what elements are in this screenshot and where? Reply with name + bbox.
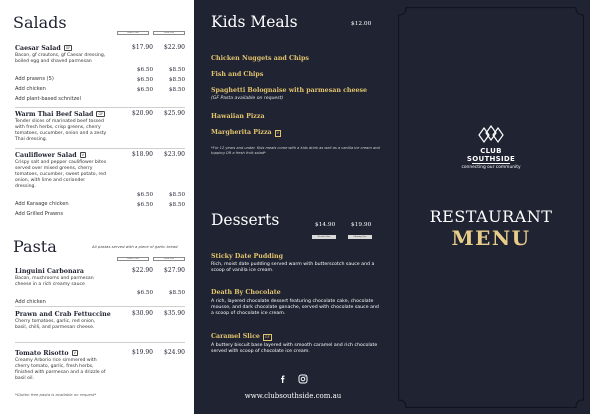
menu-item-prawn-and-crab-fettuccine — [15, 309, 185, 331]
dietary-badge: GF — [98, 111, 104, 116]
addon-price-entree: $6.50 — [136, 67, 153, 73]
column-header-entree: Entrée Size — [117, 257, 149, 261]
brand-tagline: connecting our community — [461, 165, 521, 170]
dessert-price-sharing: $19.90 — [351, 222, 372, 228]
menu-item-warm-thai-beef-salad — [15, 109, 185, 143]
dietary-badge: GF — [264, 335, 270, 339]
item-name: Tomato Risotto — [15, 349, 69, 357]
price-entree: $30.90 — [132, 310, 153, 317]
price-main: $27.90 — [164, 267, 185, 274]
divider — [15, 306, 185, 307]
dietary-badge: V — [276, 131, 280, 135]
addon-price-main: $8.50 — [168, 87, 185, 93]
kids-item-margherita-pizza — [211, 129, 281, 137]
menu-item-linguini-carbonara — [15, 266, 185, 305]
dietary-badge: V — [81, 152, 84, 157]
addon-row — [15, 85, 185, 102]
item-description: Bacon, mushrooms and parmesan cheese in a rich creamy sauce — [15, 276, 94, 287]
pasta-footnote: *Gluten free pasta is available on request* — [15, 392, 97, 397]
price-entree: $17.90 — [132, 44, 153, 51]
kids-item-fish-and-chips — [211, 71, 263, 78]
kids-footnote: *For 12 years and under. Kids meals come with a kids drink as well as a vanilla ice cream and topping OR a fresh fruit salad* — [211, 146, 380, 155]
salads-title: Salads — [13, 13, 67, 32]
addon-name: Add Grilled Prawns — [15, 211, 63, 217]
addon-row — [15, 190, 185, 207]
item-name: Spaghetti Bolognaise with parmesan cheese — [211, 87, 368, 94]
addon-price-entree: $6.50 — [136, 290, 153, 296]
menu-item-tomato-risotto — [15, 348, 185, 382]
item-description: Rich, moist date pudding served warm with butterscotch sauce and a scoop of vanilla ice cream. — [211, 262, 375, 274]
cover-menu-title: MENU — [451, 226, 531, 250]
addon-row — [15, 75, 185, 92]
website-link[interactable]: www.clubsouthside.com.au — [244, 392, 342, 400]
item-name: Margherita Pizza — [211, 129, 272, 136]
addon-name: Add chicken — [15, 86, 46, 92]
dessert-price-single: $14.90 — [315, 222, 336, 228]
brand-name-line1: CLUB — [480, 147, 502, 155]
social-links — [278, 374, 308, 384]
addon-price-main: $8.50 — [168, 77, 185, 83]
addon-row — [15, 65, 185, 82]
middle-panel — [194, 0, 392, 414]
divider — [15, 148, 185, 149]
addon-row — [15, 200, 185, 217]
price-main: $35.90 — [164, 310, 185, 317]
kids-gf-note: (GF Pasta available on request) — [211, 96, 284, 101]
addon-name: Add Karaage chicken — [15, 201, 69, 207]
left-panel — [0, 0, 194, 414]
price-main: $22.90 — [164, 44, 185, 51]
kids-item-spaghetti — [211, 87, 367, 94]
kids-meals-price: $12.00 — [351, 21, 372, 27]
addon-row — [15, 288, 185, 305]
item-name: Sticky Date Pudding — [211, 253, 284, 260]
price-main: $23.90 — [164, 151, 185, 158]
addon-name: Add plant-based schnitzel — [15, 96, 81, 102]
price-main: $24.90 — [164, 349, 185, 356]
divider — [15, 342, 185, 343]
dietary-badge: GF — [65, 45, 71, 50]
instagram-icon[interactable] — [298, 374, 308, 384]
item-description: A buttery biscuit base layered with smooth caramel and rich chocolate served with scoop of chocolate ice cream. — [211, 343, 378, 355]
item-name: Fish and Chips — [211, 71, 264, 78]
cover-panel — [392, 0, 590, 414]
item-description: Creamy Arborio rice simmered with cherry tomato, garlic, fresh herbs, finished with parmesan and a drizzle of basil oil. — [15, 358, 106, 381]
cover-restaurant-title: RESTAURANT — [429, 207, 553, 226]
item-description: Cherry tomatoes, garlic, red onion, basil, chilli, and parmesan cheese. — [15, 319, 96, 330]
item-name: Hawaiian Pizza — [211, 113, 265, 120]
item-name: Linguini Carbonara — [15, 267, 85, 275]
item-name: Chicken Nuggets and Chips — [211, 55, 309, 62]
club-southside-logo-icon — [476, 125, 506, 147]
item-name: Warm Thai Beef Salad — [15, 110, 94, 118]
column-header-dessert: Dessert Size — [312, 235, 336, 239]
item-name: Caesar Salad — [15, 44, 61, 52]
kids-meals-title: Kids Meals — [211, 13, 298, 31]
brand-divider — [472, 163, 510, 164]
pasta-title: Pasta — [13, 237, 57, 256]
addon-price-main: $8.50 — [168, 202, 185, 208]
salads-column-headers — [117, 31, 185, 35]
divider — [15, 107, 185, 108]
menu-item-cauliflower-salad — [15, 150, 185, 217]
addon-price-main: $8.50 — [168, 290, 185, 296]
desserts-title: Desserts — [211, 211, 280, 229]
addon-price-main: $8.50 — [168, 192, 185, 198]
dessert-item-death-by-chocolate — [211, 289, 281, 296]
pasta-column-headers — [117, 257, 185, 261]
item-description: Bacon, gf croutons, gf Caesar dressing, boiled egg and shaved parmesan — [15, 53, 106, 64]
dessert-item-caramel-slice — [211, 333, 272, 341]
price-main: $25.90 — [164, 110, 185, 117]
addon-price-entree: $6.50 — [136, 77, 153, 83]
brand-name-line2: SOUTHSIDE — [466, 155, 516, 163]
addon-name: Add prawns (5) — [15, 76, 54, 82]
menu-item-caesar-salad — [15, 43, 185, 102]
column-header-sharing: Sharing Size — [348, 235, 372, 239]
addon-price-main: $8.50 — [168, 67, 185, 73]
item-name: Prawn and Crab Fettuccine — [15, 310, 111, 318]
addon-price-entree: $6.50 — [136, 87, 153, 93]
item-description: A rich, layered chocolate dessert featuring chocolate cake, chocolate mousse, and dark chocolate ganache, served with chocolate sauce and a scoop of chocolate ice cream. — [211, 299, 379, 317]
addon-price-entree: $6.50 — [136, 202, 153, 208]
column-header-main: Main Size — [153, 257, 185, 261]
item-name: Death By Chocolate — [211, 289, 281, 296]
item-description: Crispy salt and pepper cauliflower bites served over mixed greens, cherry tomatoes, cucumber, sweet potato, red onion, with lime and coriander dressing. — [15, 160, 107, 189]
dessert-item-sticky-date — [211, 253, 283, 260]
item-description: Tender slices of marinated beef tossed with fresh herbs, crisp greens, cherry tomatoes, cucumber, onion and a zesty Thai dressing. — [15, 119, 107, 142]
addon-name: Add chicken — [15, 299, 46, 305]
facebook-icon[interactable] — [278, 374, 288, 384]
addon-price-entree: $6.50 — [136, 192, 153, 198]
pasta-note: All pastas served with a piece of garlic bread — [92, 244, 178, 249]
column-header-main: Main Size — [153, 31, 185, 35]
dietary-badge: V — [73, 350, 76, 355]
kids-item-hawaiian-pizza — [211, 113, 265, 120]
kids-item-nuggets — [211, 55, 309, 62]
price-entree: $19.90 — [132, 349, 153, 356]
item-name: Cauliflower Salad — [15, 151, 77, 159]
price-entree: $18.90 — [132, 151, 153, 158]
item-name: Caramel Slice — [211, 333, 260, 340]
column-header-entree: Entrée Size — [117, 31, 149, 35]
price-entree: $20.90 — [132, 110, 153, 117]
price-entree: $22.90 — [132, 267, 153, 274]
